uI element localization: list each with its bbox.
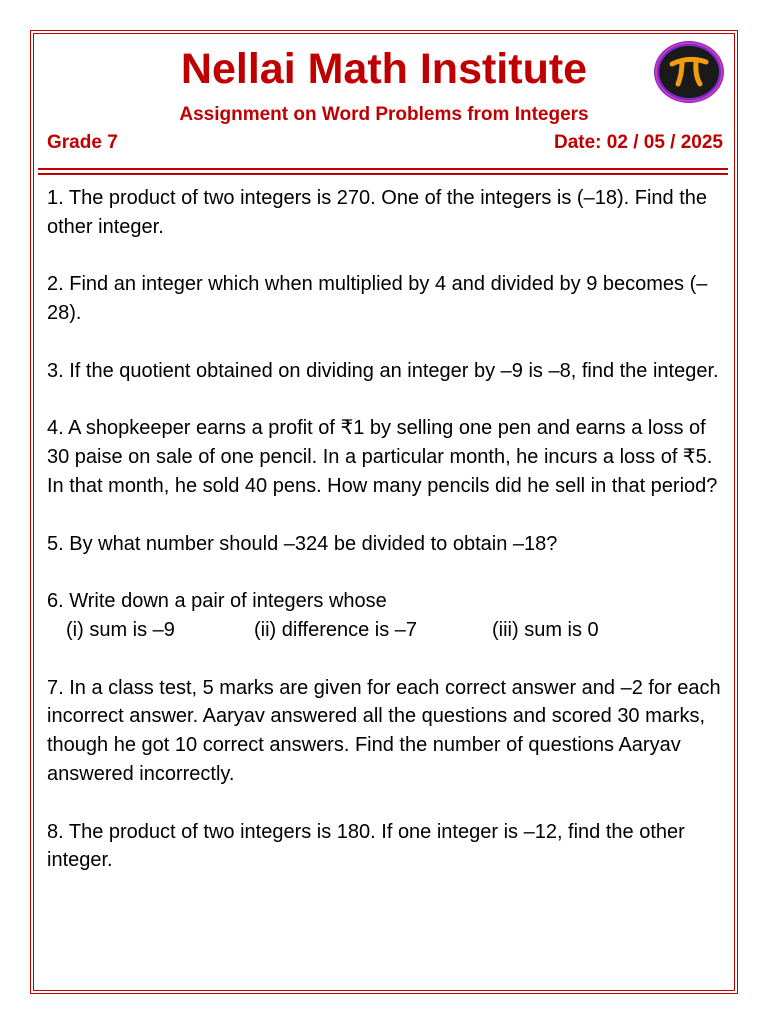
question-3: 3. If the quotient obtained on dividing an integer by –9 is –8, find the integer. [47, 359, 719, 382]
question-6-part-iii: (iii) sum is 0 [492, 618, 599, 641]
page-title: Nellai Math Institute [180, 45, 588, 93]
question-4: 4. A shopkeeper earns a profit of ₹1 by selling one pen and earns a loss of 30 paise on sale of one pencil. In a particular month, he incurs a loss of ₹5. In that month, he sold 40 pens. How many pencils did he sell in that period? [47, 417, 718, 497]
question-2: 2. Find an integer which when multiplied by 4 and divided by 9 becomes (–28). [47, 273, 708, 325]
question-list [47, 184, 732, 904]
question-8: 8. The product of two integers is 180. If one integer is –12, find the other integer. [47, 820, 685, 872]
question-6-part-ii: (ii) difference is –7 [254, 618, 418, 641]
assignment-subtitle: Assignment on Word Problems from Integers [179, 104, 589, 125]
header-divider [38, 173, 728, 175]
header-divider [38, 168, 728, 170]
question-6-parts [47, 616, 732, 645]
question-6 [47, 587, 732, 645]
question-6-text: 6. Write down a pair of integers whose [47, 590, 387, 613]
question-7: 7. In a class test, 5 marks are given for each correct answer and –2 for each incorrect answer. Aaryav answered all the questions and scored 30 marks, though he got 10 correct answers. Find the number of questions Aaryav answered incorrectly. [47, 676, 721, 785]
question-6-part-i: (i) sum is –9 [66, 618, 175, 641]
pi-logo-icon [652, 40, 726, 104]
question-5: 5. By what number should –324 be divided to obtain –18? [47, 532, 558, 555]
question-1: 1. The product of two integers is 270. One of the integers is (–18). Find the other integer. [47, 187, 707, 238]
grade-label: Grade 7 [47, 132, 118, 153]
date-label: Date: 02 / 05 / 2025 [554, 132, 723, 153]
